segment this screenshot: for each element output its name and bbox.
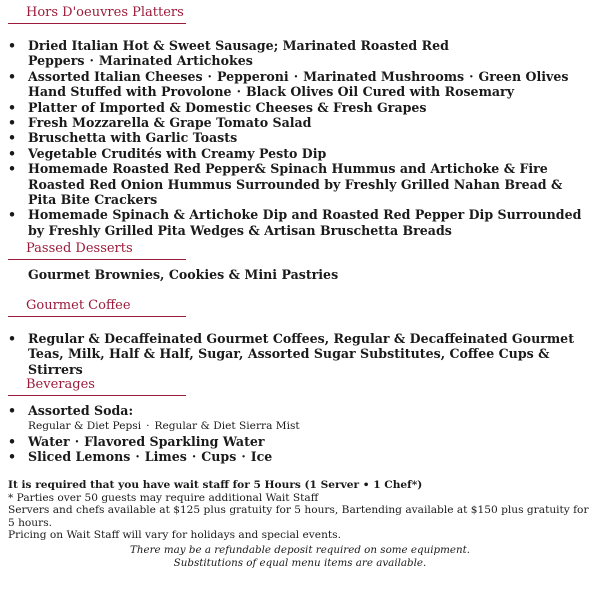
parties-note: * Parties over 50 guests may require additional Wait Staff xyxy=(8,491,319,504)
deposit-note: There may be a refundable deposit required on some equipment. xyxy=(129,544,470,556)
list-item: • Sliced Lemons · Limes · Cups · Ice xyxy=(8,449,593,464)
beverages-soda-list xyxy=(8,403,593,418)
list-item: • Assorted Soda: xyxy=(8,403,593,418)
substitutions-note: Substitutions of equal menu items are available. xyxy=(173,556,427,569)
section-title-beverages: Beverages xyxy=(8,377,186,396)
pricing-note: Pricing on Wait Staff will vary for holidays and special events. xyxy=(8,529,341,542)
list-item: • Assorted Italian Cheeses · Pepperoni · Marinated Mushrooms · Green Olives Hand Stuffed with Provolone · Black Olives Oil Cured with Rosemary xyxy=(8,69,593,100)
list-item: • Water · Flavored Sparkling Water xyxy=(8,434,593,449)
gourmet-coffee-list xyxy=(8,331,593,377)
list-item: • Homemade Spinach & Artichoke Dip and Roasted Red Pepper Dip Surrounded by Freshly Grilled Pita Wedges & Artisan Bruschetta Breads xyxy=(8,207,593,238)
list-item: • Dried Italian Hot & Sweet Sausage; Marinated Roasted Red Peppers · Marinated Artichokes xyxy=(8,38,593,69)
beverages-list xyxy=(8,434,593,465)
section-title-gourmet-coffee: Gourmet Coffee xyxy=(8,298,186,317)
list-item: • Fresh Mozzarella & Grape Tomato Salad xyxy=(8,115,593,130)
list-item: • Bruschetta with Garlic Toasts xyxy=(8,130,593,145)
soda-subitems: Regular & Diet Pepsi · Regular & Diet Sierra Mist xyxy=(28,420,300,432)
list-item: • Homemade Roasted Red Pepper& Spinach Hummus and Artichoke & Fire Roasted Red Onion Hummus Surrounded by Freshly Grilled Nahan Bread & Pita Bite Crackers xyxy=(8,161,593,207)
list-item: • Vegetable Crudités with Creamy Pesto Dip xyxy=(8,146,593,161)
wait-staff-notes xyxy=(8,479,598,542)
section-title-hors-doeuvres: Hors D'oeuvres Platters xyxy=(8,5,186,24)
servers-note: Servers and chefs available at $125 plus gratuity for 5 hours, Bartending available at $150 plus gratuity for 5 hours. xyxy=(8,504,589,529)
list-item: • Regular & Decaffeinated Gourmet Coffees, Regular & Decaffeinated Gourmet Teas, Milk, Half & Half, Sugar, Assorted Sugar Substitutes, Coffee Cups & Stirrers xyxy=(8,331,593,377)
footer-notes xyxy=(0,544,600,569)
wait-staff-required: It is required that you have wait staff for 5 Hours (1 Server • 1 Chef*) xyxy=(8,479,423,491)
passed-desserts-text: Gourmet Brownies, Cookies & Mini Pastries xyxy=(28,267,339,282)
section-title-passed-desserts: Passed Desserts xyxy=(8,241,186,260)
hors-doeuvres-list xyxy=(8,38,593,238)
list-item: • Platter of Imported & Domestic Cheeses & Fresh Grapes xyxy=(8,100,593,115)
